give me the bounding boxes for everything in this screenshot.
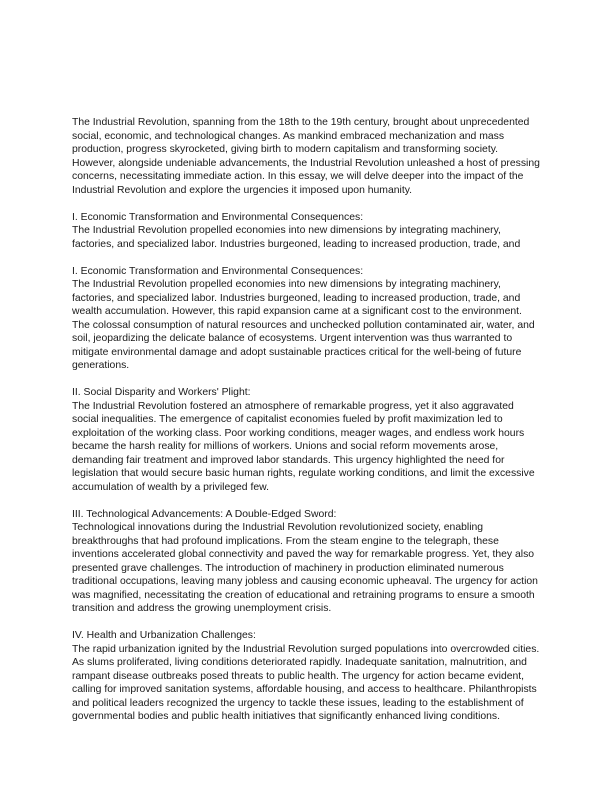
section-paragraph: The rapid urbanization ignited by the Industrial Revolution surged populations into overcrowded cities. As slums proliferated, living conditions deteriorated rapidly. Inadequate sanitation, malnutrition, and rampant disease outbreaks posed threats to public health. The urgency for action became evident, calling for improved sanitation systems, affordable housing, and access to healthcare. Philanthropists and political leaders recognized the urgency to tackle these issues, leading to the establishment of governmental bodies and public health initiatives that significantly enhanced living conditions. [72, 643, 540, 722]
section-3 [72, 386, 542, 494]
intro-paragraph: The Industrial Revolution, spanning from the 18th to the 19th century, brought about unprecedented social, economic, and technological changes. As mankind embraced mechanization and mass production, progress skyrocketed, giving birth to modern capitalism and transforming society. However, alongside undeniable advancements, the Industrial Revolution unleashed a host of pressing concerns, necessitating immediate action. In this essay, we will delve deeper into the impact of the Industrial Revolution and explore the urgencies it imposed upon humanity. [72, 117, 540, 196]
section-paragraph: Technological innovations during the Industrial Revolution revolutionized society, enabling breakthroughs that had profound implications. From the steam engine to the telegraph, these inventions accelerated global connectivity and paved the way for remarkable progress. Yet, they also presented grave challenges. The introduction of machinery in production eliminated numerous traditional occupations, leaving many jobless and causing economic upheaval. The urgency for action was magnified, necessitating the creation of educational and retraining programs to ensure a smooth transition and address the growing unemployment crisis. [72, 522, 538, 614]
section-paragraph: The Industrial Revolution propelled economies into new dimensions by integrating machinery, factories, and specialized labor. Industries burgeoned, leading to increased production, trade, and [72, 225, 521, 250]
section-heading: I. Economic Transformation and Environmental Consequences: [72, 211, 364, 223]
section-2 [72, 265, 542, 373]
section-1 [72, 211, 542, 252]
document-body [72, 116, 542, 737]
section-heading: III. Technological Advancements: A Double-Edged Sword: [72, 508, 337, 520]
section-paragraph: The Industrial Revolution fostered an atmosphere of remarkable progress, yet it also aggravated social inequalities. The emergence of capitalist economies fueled by profit maximization led to exploitation of the working class. Poor working conditions, meager wages, and endless work hours became the harsh reality for millions of workers. Unions and social reform movements arose, demanding fair treatment and improved labor standards. This urgency highlighted the need for legislation that would secure basic human rights, regulate working conditions, and limit the excessive accumulation of wealth by a privileged few. [72, 400, 535, 493]
section-heading: II. Social Disparity and Workers' Plight: [72, 387, 251, 398]
section-paragraph: The Industrial Revolution propelled economies into new dimensions by integrating machinery, factories, and specialized labor. Industries burgeoned, leading to increased production, trade, and wealth accumulation. However, this rapid expansion came at a significant cost to the environment. The colossal consumption of natural resources and unchecked pollution contaminated air, water, and soil, jeopardizing the delicate balance of ecosystems. Urgent intervention was thus warranted to mitigate environmental damage and adopt sustainable practices critical for the well-being of future generations. [72, 279, 535, 371]
section-heading: IV. Health and Urbanization Challenges: [72, 630, 256, 641]
section-4 [72, 508, 542, 616]
section-5 [72, 629, 542, 724]
section-heading: I. Economic Transformation and Environmental Consequences: [72, 265, 364, 277]
